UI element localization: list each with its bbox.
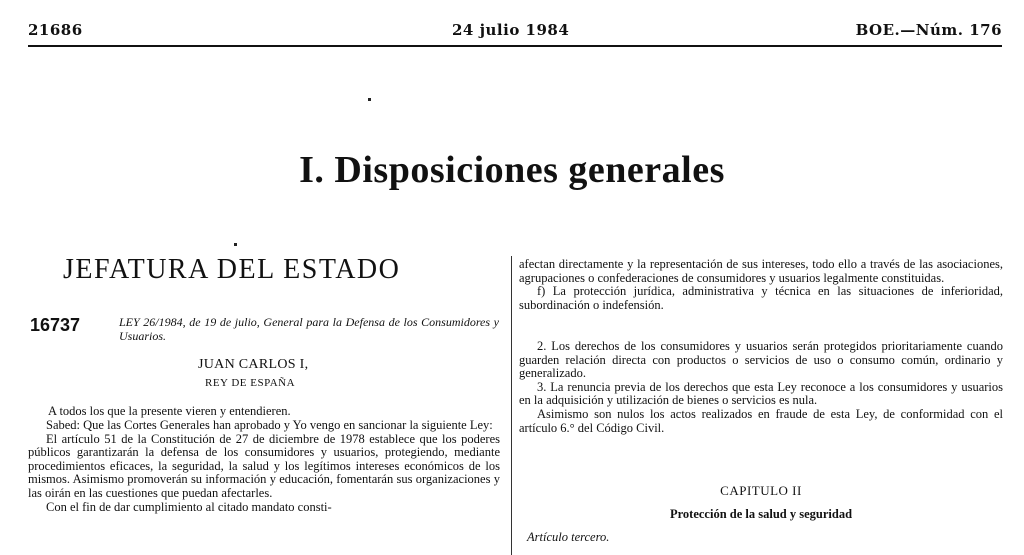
law-number: 16737 [30, 315, 81, 335]
column-divider [511, 256, 512, 555]
page-header [0, 0, 1024, 50]
authority-heading: JEFATURA DEL ESTADO [63, 254, 401, 285]
paragraph: afectan directamente y la representación de sus intereses, todo ello a través de las asociaciones, agrupaciones o confederaciones de consumidores y usuarios legalmente constituidas. [519, 257, 1003, 285]
paragraph: 2. Los derechos de los consumidores y usuarios serán protegidos prioritariamente cuando guarden relación directa con productos o servicios de uso o consumo común, ordinario y generalizado. [519, 339, 1003, 381]
chapter-heading: CAPITULO II [720, 483, 802, 498]
page-number: 21686 [28, 21, 83, 39]
paragraph: Asimismo son nulos los actos realizados en fraude de esta Ley, de conformidad con el artículo 6.° del Código Civil. [519, 406, 1003, 435]
right-body-top [519, 258, 1003, 312]
issue-date: 24 julio 1984 [452, 21, 570, 39]
king-title: REY DE ESPAÑA [205, 377, 296, 389]
paragraph: Sabed: Que las Cortes Generales han aprobado y Yo vengo en sancionar la siguiente Ley: [46, 418, 493, 432]
chapter-subtitle: Protección de la salud y seguridad [669, 507, 853, 521]
right-body-bottom [519, 340, 1003, 435]
paragraph: f) La protección jurídica, administrativa y técnica en las situaciones de inferioridad, subordinación o indefensión. [519, 284, 1003, 312]
paragraph: El artículo 51 de la Constitución de 27 de diciembre de 1978 establece que los poderes públicos garantizarán la defensa de los consumidores y usuarios, protegiendo, mediante procedimientos eficaces, la seguridad, la salud y los legítimos intereses económicos de los mismos. Asimismo promoverán su información y educación, fomentarán sus organizaciones y las oirán en las cuestiones que puedan afectarles. [28, 431, 500, 500]
paragraph: 3. La renuncia previa de los derechos que esta Ley reconoce a los consumidores y usuarios en la adquisición y utilización de bienes o servicios es nula. [519, 379, 1003, 408]
law-title: LEY 26/1984, de 19 de julio, General para la Defensa de los Consumidores y Usuarios. [119, 315, 499, 343]
paragraph: A todos los que la presente vieren y entendieren. [48, 404, 291, 418]
king-name: JUAN CARLOS I, [198, 357, 309, 372]
publication-number: BOE.—Núm. 176 [855, 21, 1002, 39]
section-title: I. Disposiciones generales [299, 149, 725, 191]
paragraph: Con el fin de dar cumplimiento al citado mandato consti- [46, 499, 332, 514]
article-heading: Artículo tercero. [527, 530, 610, 544]
print-speck [368, 98, 371, 101]
promulgation-line [48, 405, 500, 419]
header-rule [28, 45, 1002, 47]
left-body [28, 419, 500, 514]
print-speck [234, 243, 237, 246]
